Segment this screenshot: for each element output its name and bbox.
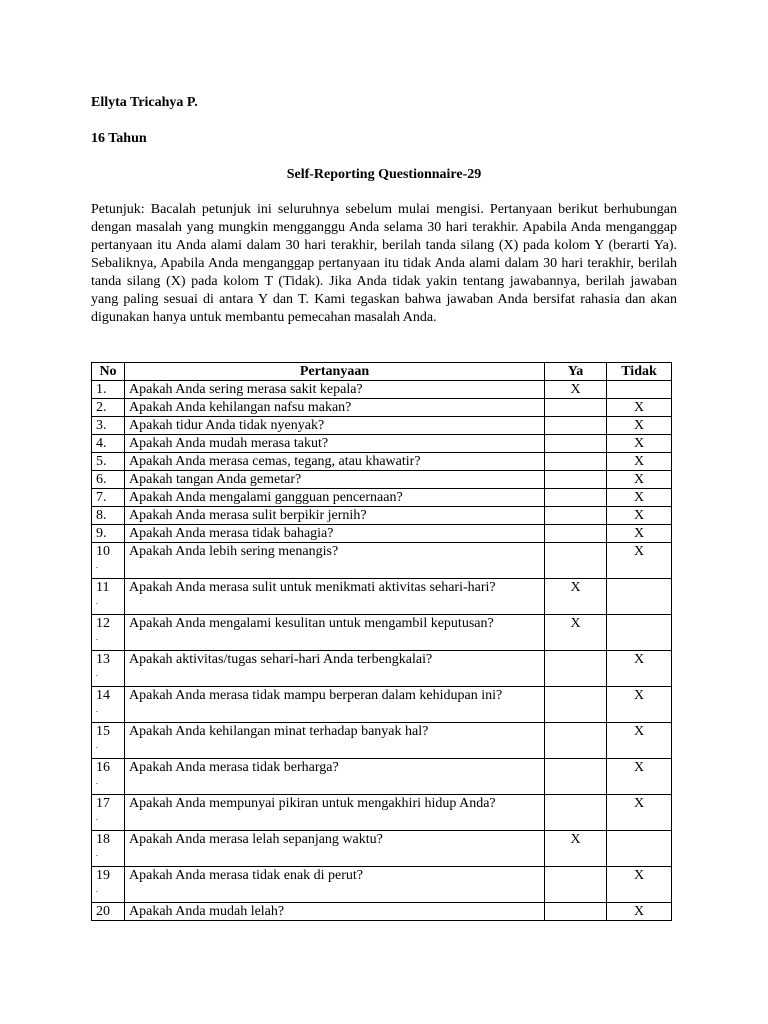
header-question: Pertanyaan	[125, 363, 545, 381]
row-number	[92, 759, 125, 795]
row-number-text: 12	[96, 616, 110, 631]
row-number-dot: .	[96, 705, 98, 714]
row-number-text: 14	[96, 688, 110, 703]
row-ya-mark: X	[545, 831, 607, 867]
table-row	[92, 381, 672, 399]
row-question: Apakah Anda merasa tidak berharga?	[125, 759, 545, 795]
row-tidak-mark: X	[607, 759, 672, 795]
row-number	[92, 687, 125, 723]
row-ya-mark	[545, 723, 607, 759]
row-tidak-mark: X	[607, 543, 672, 579]
row-ya-mark: X	[545, 381, 607, 399]
row-number-text: 17	[96, 796, 110, 811]
row-tidak-mark	[607, 615, 672, 651]
header-ya: Ya	[545, 363, 607, 381]
row-ya-mark	[545, 399, 607, 417]
row-tidak-mark: X	[607, 687, 672, 723]
table-row	[92, 507, 672, 525]
row-ya-mark	[545, 453, 607, 471]
row-tidak-mark: X	[607, 417, 672, 435]
row-tidak-mark: X	[607, 399, 672, 417]
row-ya-mark	[545, 651, 607, 687]
row-number: 20	[92, 903, 125, 921]
header-tidak: Tidak	[607, 363, 672, 381]
row-ya-mark	[545, 525, 607, 543]
row-question: Apakah Anda merasa lelah sepanjang waktu?	[125, 831, 545, 867]
row-number: 3.	[92, 417, 125, 435]
row-tidak-mark: X	[607, 903, 672, 921]
row-number-text: 11	[96, 580, 110, 595]
header-no: No	[92, 363, 125, 381]
row-question: Apakah Anda merasa tidak bahagia?	[125, 525, 545, 543]
row-ya-mark: X	[545, 579, 607, 615]
row-number-dot: .	[96, 669, 98, 678]
row-number: 4.	[92, 435, 125, 453]
row-number	[92, 867, 125, 903]
table-row	[92, 399, 672, 417]
row-question: Apakah Anda mempunyai pikiran untuk mengakhiri hidup Anda?	[125, 795, 545, 831]
row-number	[92, 831, 125, 867]
table-row	[92, 795, 672, 831]
table-row	[92, 687, 672, 723]
row-number	[92, 615, 125, 651]
row-tidak-mark: X	[607, 453, 672, 471]
table-row	[92, 525, 672, 543]
row-number-dot: .	[96, 561, 98, 570]
row-question: Apakah Anda merasa tidak mampu berperan dalam kehidupan ini?	[125, 687, 545, 723]
row-number: 7.	[92, 489, 125, 507]
row-number-dot: .	[96, 597, 98, 606]
row-number-dot: .	[96, 741, 98, 750]
row-number: 5.	[92, 453, 125, 471]
row-tidak-mark: X	[607, 489, 672, 507]
row-number-text: 13	[96, 652, 110, 667]
row-number-text: 19	[96, 868, 110, 883]
row-ya-mark	[545, 903, 607, 921]
row-number: 2.	[92, 399, 125, 417]
row-ya-mark	[545, 417, 607, 435]
row-question: Apakah Anda lebih sering menangis?	[125, 543, 545, 579]
row-question: Apakah Anda merasa tidak enak di perut?	[125, 867, 545, 903]
table-row	[92, 651, 672, 687]
table-header-row	[92, 363, 672, 381]
table-row	[92, 579, 672, 615]
row-question: Apakah Anda kehilangan minat terhadap banyak hal?	[125, 723, 545, 759]
row-question: Apakah Anda sering merasa sakit kepala?	[125, 381, 545, 399]
row-ya-mark	[545, 489, 607, 507]
respondent-age: 16 Tahun	[91, 131, 147, 146]
row-number: 1.	[92, 381, 125, 399]
row-tidak-mark: X	[607, 471, 672, 489]
row-number-text: 16	[96, 760, 110, 775]
row-ya-mark: X	[545, 615, 607, 651]
row-number	[92, 579, 125, 615]
document-title: Self-Reporting Questionnaire-29	[286, 167, 482, 182]
row-ya-mark	[545, 759, 607, 795]
row-number	[92, 723, 125, 759]
row-ya-mark	[545, 687, 607, 723]
row-question: Apakah Anda mudah merasa takut?	[125, 435, 545, 453]
table-row	[92, 903, 672, 921]
row-number-dot: .	[96, 777, 98, 786]
row-question: Apakah Anda kehilangan nafsu makan?	[125, 399, 545, 417]
table-row	[92, 453, 672, 471]
row-tidak-mark: X	[607, 507, 672, 525]
row-number-dot: .	[96, 813, 98, 822]
table-row	[92, 471, 672, 489]
table-row	[92, 615, 672, 651]
row-question: Apakah tidur Anda tidak nyenyak?	[125, 417, 545, 435]
table-row	[92, 867, 672, 903]
row-number: 8.	[92, 507, 125, 525]
table-row	[92, 543, 672, 579]
table-row	[92, 831, 672, 867]
row-number-text: 10	[96, 544, 110, 559]
row-question: Apakah Anda mengalami gangguan pencernaan?	[125, 489, 545, 507]
row-question: Apakah Anda merasa sulit berpikir jernih?	[125, 507, 545, 525]
row-question: Apakah tangan Anda gemetar?	[125, 471, 545, 489]
row-ya-mark	[545, 795, 607, 831]
row-tidak-mark: X	[607, 651, 672, 687]
row-ya-mark	[545, 435, 607, 453]
respondent-name: Ellyta Tricahya P.	[91, 95, 198, 110]
table-row	[92, 723, 672, 759]
instructions-paragraph: Petunjuk: Bacalah petunjuk ini seluruhnya sebelum mulai mengisi. Pertanyaan berikut berhubungan dengan masalah yang mungkin mengganggu Anda selama 30 hari terakhir. Apabila Anda menganggap pertanyaan itu Anda alami dalam 30 hari terakhir, berilah tanda silang (X) pada kolom Y (berarti Ya). Sebaliknya, Apabila Anda menganggap pertanyaan itu tidak Anda alami dalam 30 hari terakhir, berilah tanda silang (X) pada kolom T (Tidak). Jika Anda tidak yakin tentang jawabannya, berilah jawaban yang paling sesuai di antara Y dan T. Kami tegaskan bahwa jawaban Anda bersifat rahasia dan akan digunakan hanya untuk membantu pemecahan masalah Anda.	[91, 202, 677, 325]
row-ya-mark	[545, 543, 607, 579]
row-ya-mark	[545, 507, 607, 525]
row-number	[92, 543, 125, 579]
row-tidak-mark: X	[607, 867, 672, 903]
row-number: 6.	[92, 471, 125, 489]
row-tidak-mark	[607, 381, 672, 399]
row-number-dot: .	[96, 849, 98, 858]
row-question: Apakah Anda merasa cemas, tegang, atau khawatir?	[125, 453, 545, 471]
row-ya-mark	[545, 867, 607, 903]
row-tidak-mark: X	[607, 525, 672, 543]
row-tidak-mark: X	[607, 435, 672, 453]
row-tidak-mark: X	[607, 795, 672, 831]
table-row	[92, 489, 672, 507]
table-row	[92, 759, 672, 795]
row-number	[92, 651, 125, 687]
row-number-dot: .	[96, 885, 98, 894]
row-number-dot: .	[96, 633, 98, 642]
table-body	[92, 381, 672, 921]
row-question: Apakah aktivitas/tugas sehari-hari Anda terbengkalai?	[125, 651, 545, 687]
row-number-text: 18	[96, 832, 110, 847]
row-number: 9.	[92, 525, 125, 543]
row-tidak-mark	[607, 579, 672, 615]
table-row	[92, 417, 672, 435]
table-row	[92, 435, 672, 453]
row-ya-mark	[545, 471, 607, 489]
row-question: Apakah Anda mudah lelah?	[125, 903, 545, 921]
row-number-text: 15	[96, 724, 110, 739]
row-tidak-mark	[607, 831, 672, 867]
row-tidak-mark: X	[607, 723, 672, 759]
row-number	[92, 795, 125, 831]
row-question: Apakah Anda mengalami kesulitan untuk mengambil keputusan?	[125, 615, 545, 651]
row-question: Apakah Anda merasa sulit untuk menikmati aktivitas sehari-hari?	[125, 579, 545, 615]
questionnaire-table	[91, 362, 672, 921]
